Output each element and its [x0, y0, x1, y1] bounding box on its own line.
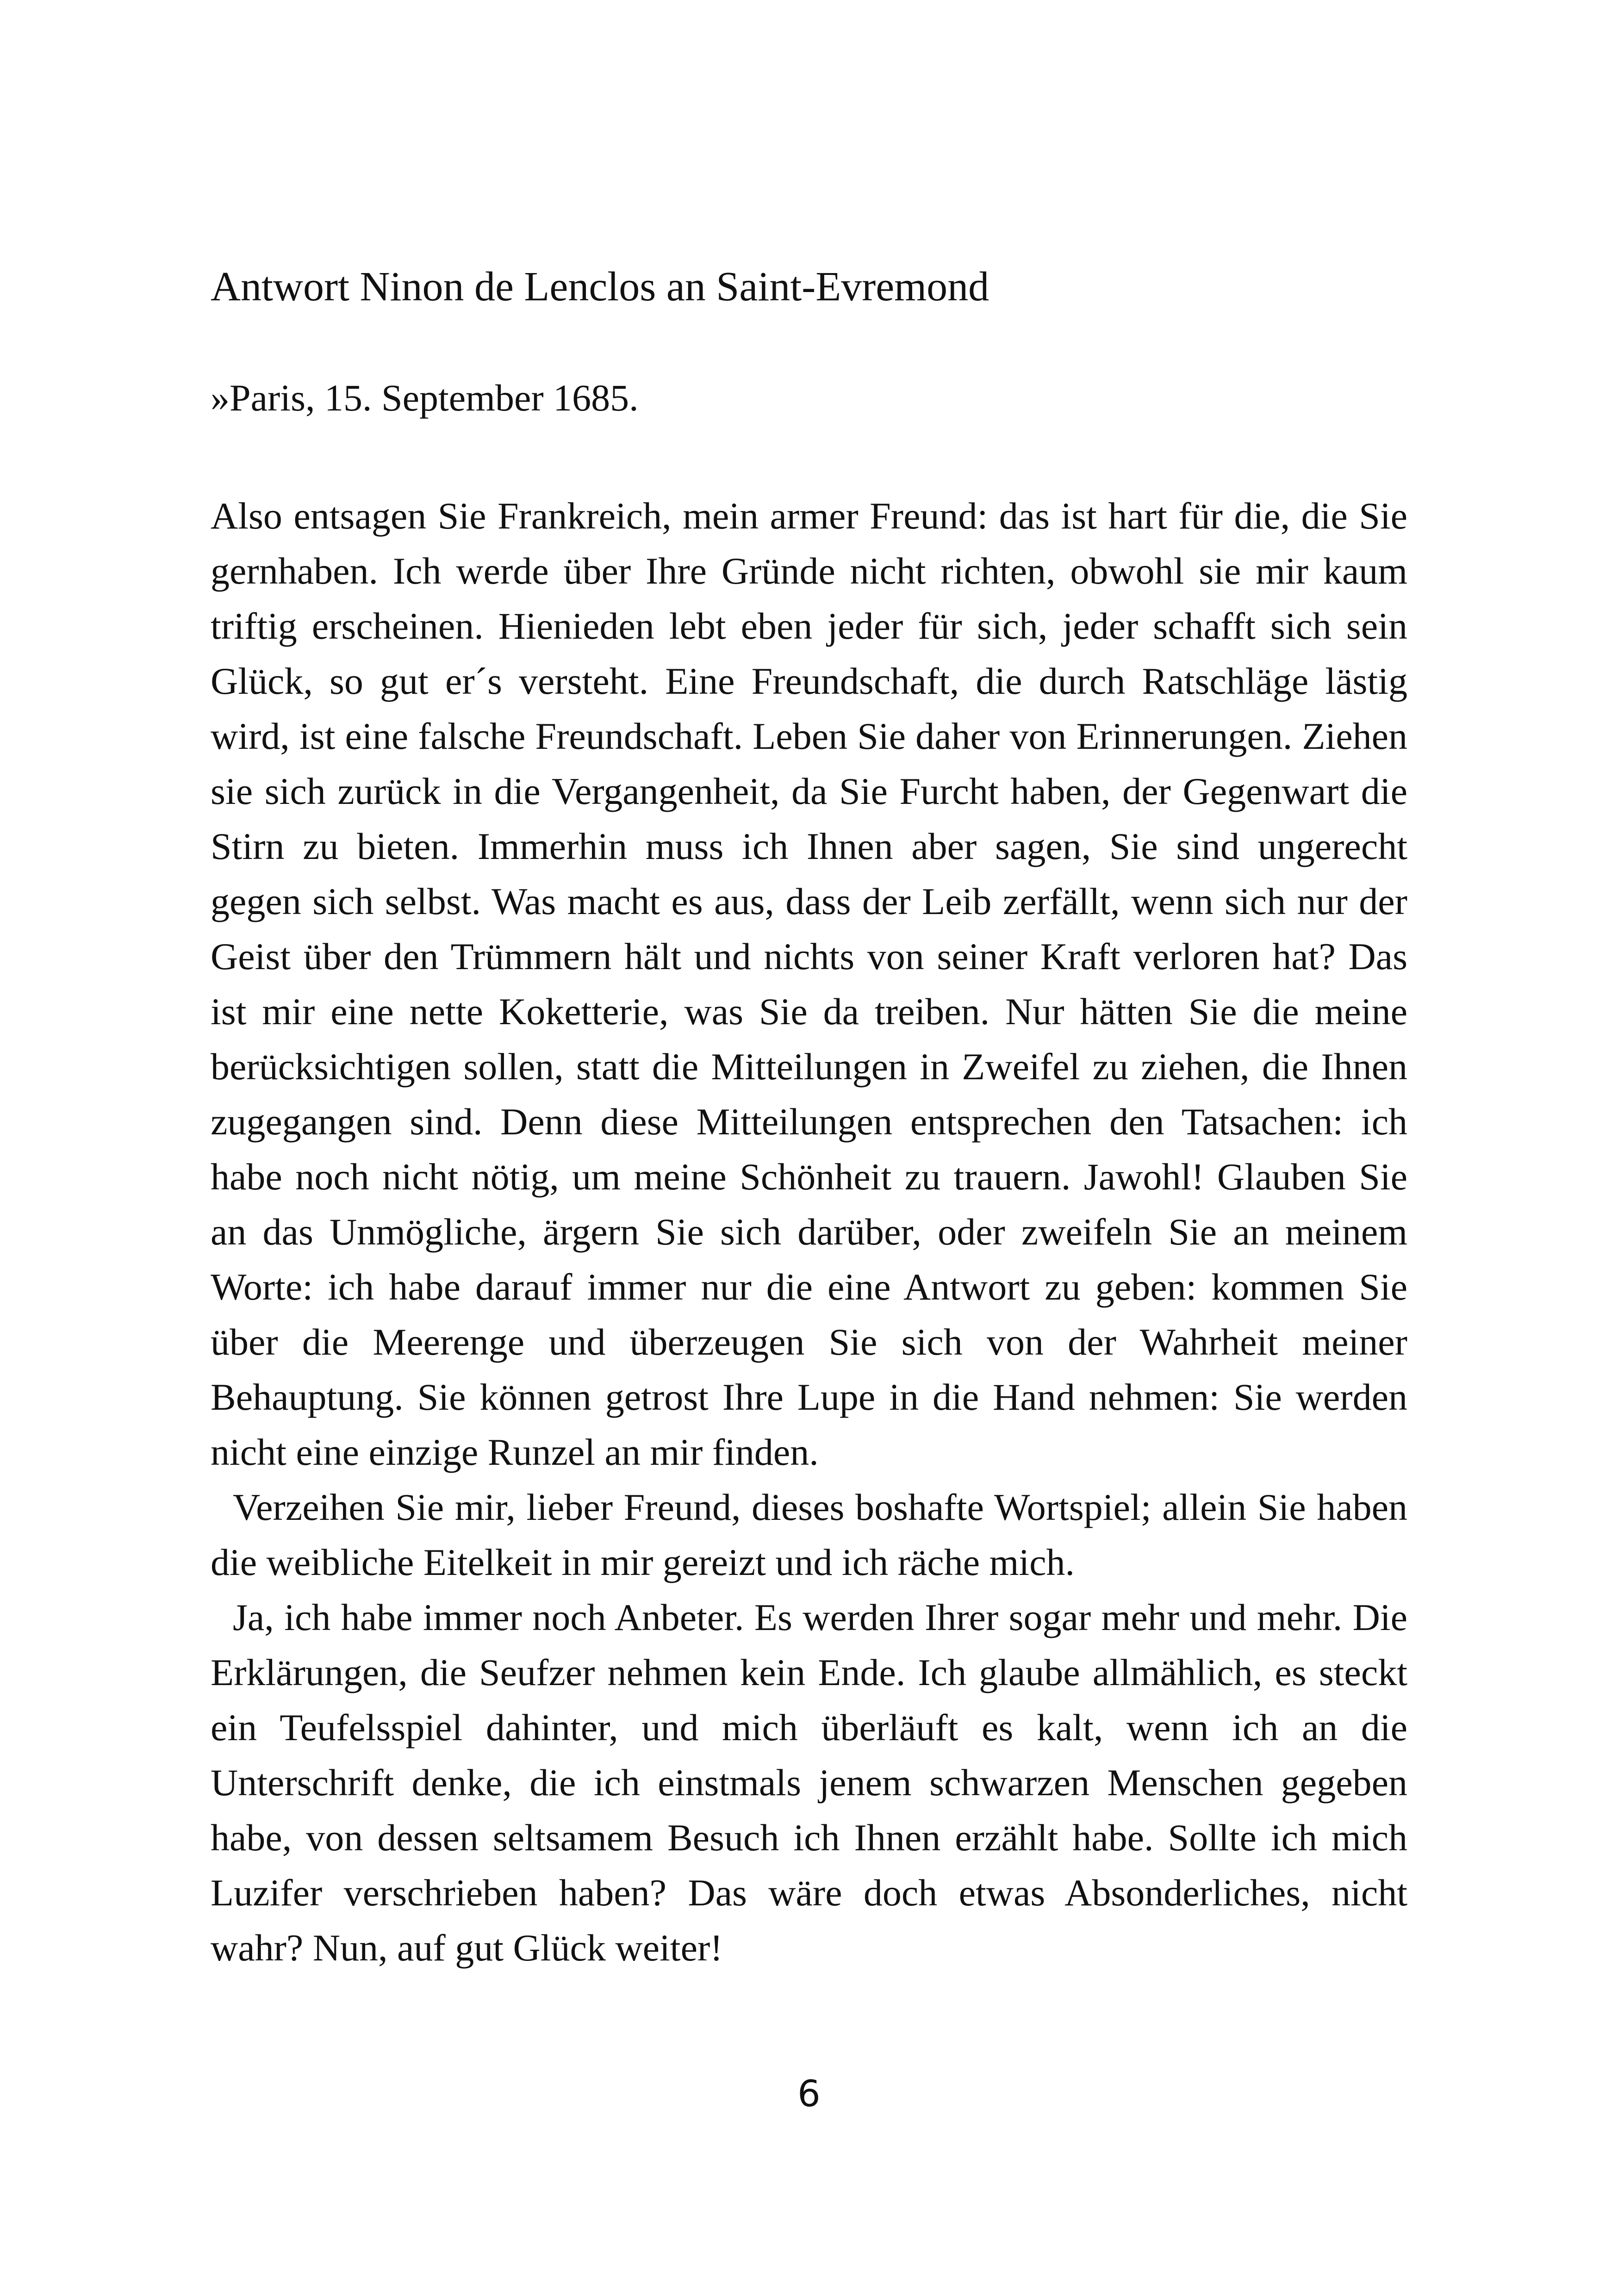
paragraph-1: Also entsagen Sie Frankreich, mein armer Freund: das ist hart für die, die Sie gernhaben. Ich werde über Ihre Gründe nicht richten, obwohl sie mir kaum triftig erscheinen. Hienieden lebt eben jeder für sich, jeder schafft sich sein Glück, so gut er´s versteht. Eine Freundschaft, die durch Ratschläge lästig wird, ist eine falsche Freundschaft. Leben Sie daher von Erinnerungen. Ziehen sie sich zurück in die Vergangenheit, da Sie Furcht haben, der Gegenwart die Stirn zu bieten. Immerhin muss ich Ihnen aber sagen, Sie sind ungerecht gegen sich selbst. Was macht es aus, dass der Leib zerfällt, wenn sich nur der Geist über den Trümmern hält und nichts von seiner Kraft verloren hat? Das ist mir eine nette Koketterie, was Sie da treiben. Nur hätten Sie die meine berücksichtigen sollen, statt die Mitteilungen in Zweifel zu ziehen, die Ihnen zugegangen sind. Denn diese Mitteilungen entsprechen den Tatsachen: ich habe noch nicht nötig, um meine Schönheit zu trauern. Jawohl! Glauben Sie an das Unmögliche, ärgern Sie sich darüber, oder zweifeln Sie an meinem Worte: ich habe darauf immer nur die eine Antwort zu geben: kommen Sie über die Meerenge und überzeugen Sie sich von der Wahrheit meiner Behauptung. Sie können getrost Ihre Lupe in die Hand nehmen: Sie werden nicht eine einzige Runzel an mir finden. [211, 495, 1407, 1473]
letter-body [211, 488, 1407, 1975]
page-number: 6 [797, 2073, 821, 2115]
letter-dateline: »Paris, 15. September 1685. [211, 377, 639, 419]
paragraph-3: Ja, ich habe immer noch Anbeter. Es werden Ihrer sogar mehr und mehr. Die Erklärungen, die Seufzer nehmen kein Ende. Ich glaube allmählich, es steckt ein Teufelsspiel dahinter, und mich überläuft es kalt, wenn ich an die Unterschrift denke, die ich einstmals jenem schwarzen Menschen gegeben habe, von dessen seltsamem Besuch ich Ihnen erzählt habe. Sollte ich mich Luzifer verschrieben haben? Das wäre doch etwas Absonderliches, nicht wahr? Nun, auf gut Glück weiter! [211, 1596, 1407, 1969]
paragraph-2: Verzeihen Sie mir, lieber Freund, dieses boshafte Wortspiel; allein Sie haben die weibliche Eitelkeit in mir gereizt und ich räche mich. [211, 1486, 1407, 1583]
letter-title: Antwort Ninon de Lenclos an Saint-Evremond [211, 264, 989, 310]
